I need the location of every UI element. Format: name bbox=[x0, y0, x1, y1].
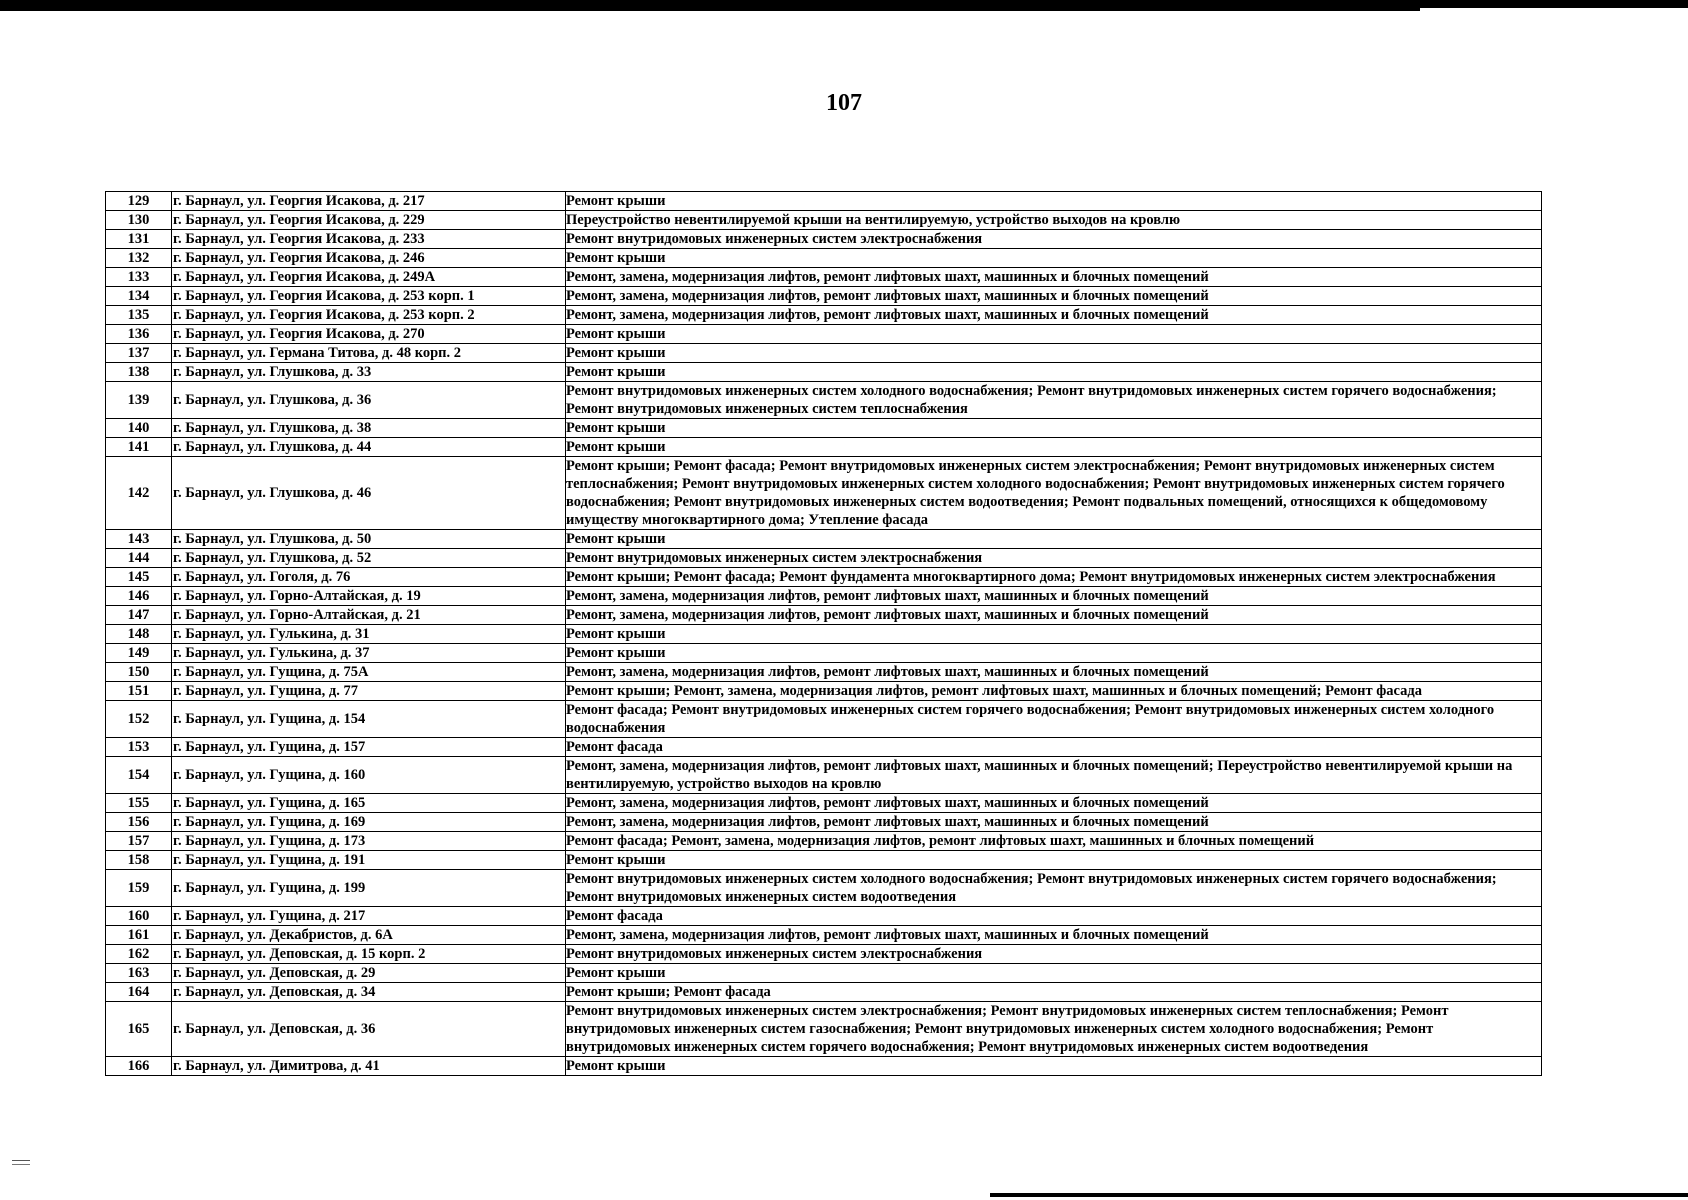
row-work-type: Переустройство невентилируемой крыши на вентилируемую, устройство выходов на кровлю bbox=[566, 211, 1542, 230]
row-work-type: Ремонт крыши bbox=[566, 530, 1542, 549]
table-row bbox=[106, 382, 1542, 419]
row-number: 134 bbox=[106, 287, 172, 306]
scan-border-top bbox=[0, 0, 1688, 8]
row-number: 136 bbox=[106, 325, 172, 344]
row-address: г. Барнаул, ул. Гущина, д. 217 bbox=[172, 907, 566, 926]
row-address: г. Барнаул, ул. Гущина, д. 169 bbox=[172, 813, 566, 832]
row-work-type: Ремонт крыши bbox=[566, 419, 1542, 438]
row-work-type: Ремонт, замена, модернизация лифтов, ремонт лифтовых шахт, машинных и блочных помещений bbox=[566, 287, 1542, 306]
row-number: 150 bbox=[106, 663, 172, 682]
row-number: 164 bbox=[106, 983, 172, 1002]
row-work-type: Ремонт крыши bbox=[566, 249, 1542, 268]
row-work-type: Ремонт крыши bbox=[566, 644, 1542, 663]
row-work-type: Ремонт внутридомовых инженерных систем электроснабжения bbox=[566, 945, 1542, 964]
table-row bbox=[106, 457, 1542, 530]
row-address: г. Барнаул, ул. Горно-Алтайская, д. 21 bbox=[172, 606, 566, 625]
row-work-type: Ремонт крыши bbox=[566, 1057, 1542, 1076]
page-number: 107 bbox=[826, 90, 862, 116]
row-work-type: Ремонт крыши bbox=[566, 964, 1542, 983]
scan-border-bottom bbox=[990, 1193, 1688, 1197]
table-row bbox=[106, 363, 1542, 382]
table-row bbox=[106, 870, 1542, 907]
table-row bbox=[106, 1002, 1542, 1057]
row-number: 139 bbox=[106, 382, 172, 419]
row-work-type: Ремонт фасада bbox=[566, 907, 1542, 926]
table-row bbox=[106, 682, 1542, 701]
table-row bbox=[106, 625, 1542, 644]
row-number: 153 bbox=[106, 738, 172, 757]
row-number: 137 bbox=[106, 344, 172, 363]
row-work-type: Ремонт, замена, модернизация лифтов, ремонт лифтовых шахт, машинных и блочных помещений bbox=[566, 268, 1542, 287]
row-number: 129 bbox=[106, 192, 172, 211]
table-row bbox=[106, 530, 1542, 549]
row-number: 149 bbox=[106, 644, 172, 663]
repair-registry-table bbox=[105, 191, 1542, 1076]
row-number: 162 bbox=[106, 945, 172, 964]
row-number: 133 bbox=[106, 268, 172, 287]
row-work-type: Ремонт крыши bbox=[566, 344, 1542, 363]
row-address: г. Барнаул, ул. Горно-Алтайская, д. 19 bbox=[172, 587, 566, 606]
row-work-type: Ремонт, замена, модернизация лифтов, ремонт лифтовых шахт, машинных и блочных помещений bbox=[566, 813, 1542, 832]
table-row bbox=[106, 587, 1542, 606]
table-row bbox=[106, 268, 1542, 287]
table-row bbox=[106, 644, 1542, 663]
row-address: г. Барнаул, ул. Гулькина, д. 31 bbox=[172, 625, 566, 644]
row-number: 130 bbox=[106, 211, 172, 230]
table-row bbox=[106, 964, 1542, 983]
table-row bbox=[106, 813, 1542, 832]
row-address: г. Барнаул, ул. Глушкова, д. 50 bbox=[172, 530, 566, 549]
row-work-type: Ремонт внутридомовых инженерных систем электроснабжения bbox=[566, 230, 1542, 249]
row-number: 157 bbox=[106, 832, 172, 851]
row-number: 138 bbox=[106, 363, 172, 382]
row-number: 145 bbox=[106, 568, 172, 587]
row-address: г. Барнаул, ул. Георгия Исакова, д. 233 bbox=[172, 230, 566, 249]
row-work-type: Ремонт крыши; Ремонт фасада; Ремонт внутридомовых инженерных систем электроснабжения; Ремонт внутридомовых инженерных систем теплоснабжения; Ремонт внутридомовых инженерных систем холодного водоснабжения; Ремонт внутридомовых инженерных систем горячего водоснабжения; Ремонт внутридомовых инженерных систем водоотведения; Ремонт подвальных помещений, относящихся к общедомовому имуществу многоквартирного дома; Утепление фасада bbox=[566, 457, 1542, 530]
row-address: г. Барнаул, ул. Глушкова, д. 44 bbox=[172, 438, 566, 457]
row-address: г. Барнаул, ул. Деповская, д. 34 bbox=[172, 983, 566, 1002]
row-work-type: Ремонт крыши bbox=[566, 625, 1542, 644]
row-number: 163 bbox=[106, 964, 172, 983]
row-address: г. Барнаул, ул. Георгия Исакова, д. 229 bbox=[172, 211, 566, 230]
table-row bbox=[106, 1057, 1542, 1076]
row-address: г. Барнаул, ул. Георгия Исакова, д. 253 корп. 2 bbox=[172, 306, 566, 325]
row-address: г. Барнаул, ул. Гущина, д. 173 bbox=[172, 832, 566, 851]
row-work-type: Ремонт, замена, модернизация лифтов, ремонт лифтовых шахт, машинных и блочных помещений bbox=[566, 587, 1542, 606]
row-number: 159 bbox=[106, 870, 172, 907]
row-address: г. Барнаул, ул. Георгия Исакова, д. 253 корп. 1 bbox=[172, 287, 566, 306]
row-number: 132 bbox=[106, 249, 172, 268]
row-number: 161 bbox=[106, 926, 172, 945]
row-number: 158 bbox=[106, 851, 172, 870]
table-row bbox=[106, 249, 1542, 268]
row-address: г. Барнаул, ул. Гущина, д. 199 bbox=[172, 870, 566, 907]
row-address: г. Барнаул, ул. Декабристов, д. 6А bbox=[172, 926, 566, 945]
row-work-type: Ремонт внутридомовых инженерных систем холодного водоснабжения; Ремонт внутридомовых инженерных систем горячего водоснабжения; Ремонт внутридомовых инженерных систем водоотведения bbox=[566, 870, 1542, 907]
table-row bbox=[106, 192, 1542, 211]
row-number: 140 bbox=[106, 419, 172, 438]
row-work-type: Ремонт фасада; Ремонт, замена, модернизация лифтов, ремонт лифтовых шахт, машинных и блочных помещений bbox=[566, 832, 1542, 851]
row-address: г. Барнаул, ул. Деповская, д. 36 bbox=[172, 1002, 566, 1057]
row-address: г. Барнаул, ул. Георгия Исакова, д. 249А bbox=[172, 268, 566, 287]
row-work-type: Ремонт, замена, модернизация лифтов, ремонт лифтовых шахт, машинных и блочных помещений bbox=[566, 926, 1542, 945]
scan-artifact bbox=[12, 1160, 30, 1165]
table-row bbox=[106, 851, 1542, 870]
table-row bbox=[106, 926, 1542, 945]
row-number: 165 bbox=[106, 1002, 172, 1057]
row-number: 143 bbox=[106, 530, 172, 549]
table-row bbox=[106, 325, 1542, 344]
registry-body bbox=[106, 192, 1542, 1076]
row-work-type: Ремонт крыши bbox=[566, 851, 1542, 870]
row-work-type: Ремонт крыши; Ремонт фасада bbox=[566, 983, 1542, 1002]
table-row bbox=[106, 907, 1542, 926]
table-row bbox=[106, 230, 1542, 249]
row-address: г. Барнаул, ул. Гущина, д. 77 bbox=[172, 682, 566, 701]
row-address: г. Барнаул, ул. Германа Титова, д. 48 корп. 2 bbox=[172, 344, 566, 363]
table-row bbox=[106, 832, 1542, 851]
row-number: 141 bbox=[106, 438, 172, 457]
row-address: г. Барнаул, ул. Глушкова, д. 46 bbox=[172, 457, 566, 530]
row-address: г. Барнаул, ул. Гущина, д. 191 bbox=[172, 851, 566, 870]
row-number: 155 bbox=[106, 794, 172, 813]
table-row bbox=[106, 945, 1542, 964]
row-address: г. Барнаул, ул. Глушкова, д. 36 bbox=[172, 382, 566, 419]
row-number: 156 bbox=[106, 813, 172, 832]
row-address: г. Барнаул, ул. Гущина, д. 165 bbox=[172, 794, 566, 813]
row-work-type: Ремонт крыши; Ремонт фасада; Ремонт фундамента многоквартирного дома; Ремонт внутридомовых инженерных систем электроснабжения bbox=[566, 568, 1542, 587]
row-address: г. Барнаул, ул. Гущина, д. 154 bbox=[172, 701, 566, 738]
row-work-type: Ремонт крыши bbox=[566, 363, 1542, 382]
row-work-type: Ремонт крыши bbox=[566, 438, 1542, 457]
row-address: г. Барнаул, ул. Гущина, д. 157 bbox=[172, 738, 566, 757]
row-work-type: Ремонт, замена, модернизация лифтов, ремонт лифтовых шахт, машинных и блочных помещений bbox=[566, 663, 1542, 682]
row-work-type: Ремонт, замена, модернизация лифтов, ремонт лифтовых шахт, машинных и блочных помещений; Переустройство невентилируемой крыши на вентилируемую, устройство выходов на кровлю bbox=[566, 757, 1542, 794]
row-address: г. Барнаул, ул. Гущина, д. 160 bbox=[172, 757, 566, 794]
row-work-type: Ремонт внутридомовых инженерных систем холодного водоснабжения; Ремонт внутридомовых инженерных систем горячего водоснабжения; Ремонт внутридомовых инженерных систем теплоснабжения bbox=[566, 382, 1542, 419]
row-number: 146 bbox=[106, 587, 172, 606]
row-number: 160 bbox=[106, 907, 172, 926]
row-address: г. Барнаул, ул. Глушкова, д. 33 bbox=[172, 363, 566, 382]
table-row bbox=[106, 306, 1542, 325]
row-work-type: Ремонт крыши bbox=[566, 192, 1542, 211]
row-work-type: Ремонт крыши; Ремонт, замена, модернизация лифтов, ремонт лифтовых шахт, машинных и блочных помещений; Ремонт фасада bbox=[566, 682, 1542, 701]
table-row bbox=[106, 701, 1542, 738]
table-row bbox=[106, 549, 1542, 568]
row-work-type: Ремонт, замена, модернизация лифтов, ремонт лифтовых шахт, машинных и блочных помещений bbox=[566, 606, 1542, 625]
row-address: г. Барнаул, ул. Георгия Исакова, д. 270 bbox=[172, 325, 566, 344]
row-address: г. Барнаул, ул. Гулькина, д. 37 bbox=[172, 644, 566, 663]
row-work-type: Ремонт крыши bbox=[566, 325, 1542, 344]
table-row bbox=[106, 663, 1542, 682]
scan-border-top-inner bbox=[0, 8, 1420, 11]
row-address: г. Барнаул, ул. Глушкова, д. 38 bbox=[172, 419, 566, 438]
row-address: г. Барнаул, ул. Деповская, д. 29 bbox=[172, 964, 566, 983]
row-number: 135 bbox=[106, 306, 172, 325]
row-address: г. Барнаул, ул. Димитрова, д. 41 bbox=[172, 1057, 566, 1076]
row-work-type: Ремонт фасада; Ремонт внутридомовых инженерных систем горячего водоснабжения; Ремонт внутридомовых инженерных систем холодного водоснабжения bbox=[566, 701, 1542, 738]
row-number: 152 bbox=[106, 701, 172, 738]
row-number: 166 bbox=[106, 1057, 172, 1076]
row-address: г. Барнаул, ул. Гоголя, д. 76 bbox=[172, 568, 566, 587]
row-address: г. Барнаул, ул. Глушкова, д. 52 bbox=[172, 549, 566, 568]
row-work-type: Ремонт внутридомовых инженерных систем электроснабжения; Ремонт внутридомовых инженерных систем теплоснабжения; Ремонт внутридомовых инженерных систем газоснабжения; Ремонт внутридомовых инженерных систем холодного водоснабжения; Ремонт внутридомовых инженерных систем горячего водоснабжения; Ремонт внутридомовых инженерных систем водоотведения bbox=[566, 1002, 1542, 1057]
table-row bbox=[106, 983, 1542, 1002]
row-number: 147 bbox=[106, 606, 172, 625]
row-number: 151 bbox=[106, 682, 172, 701]
table-row bbox=[106, 287, 1542, 306]
row-number: 131 bbox=[106, 230, 172, 249]
table-row bbox=[106, 757, 1542, 794]
row-address: г. Барнаул, ул. Гущина, д. 75А bbox=[172, 663, 566, 682]
row-work-type: Ремонт, замена, модернизация лифтов, ремонт лифтовых шахт, машинных и блочных помещений bbox=[566, 794, 1542, 813]
row-work-type: Ремонт фасада bbox=[566, 738, 1542, 757]
table-row bbox=[106, 738, 1542, 757]
table-row bbox=[106, 794, 1542, 813]
table-row bbox=[106, 606, 1542, 625]
row-number: 148 bbox=[106, 625, 172, 644]
row-number: 144 bbox=[106, 549, 172, 568]
table-row bbox=[106, 568, 1542, 587]
table-row bbox=[106, 211, 1542, 230]
row-number: 142 bbox=[106, 457, 172, 530]
table-row bbox=[106, 344, 1542, 363]
row-work-type: Ремонт внутридомовых инженерных систем электроснабжения bbox=[566, 549, 1542, 568]
row-address: г. Барнаул, ул. Георгия Исакова, д. 217 bbox=[172, 192, 566, 211]
row-address: г. Барнаул, ул. Георгия Исакова, д. 246 bbox=[172, 249, 566, 268]
row-number: 154 bbox=[106, 757, 172, 794]
table-row bbox=[106, 419, 1542, 438]
row-work-type: Ремонт, замена, модернизация лифтов, ремонт лифтовых шахт, машинных и блочных помещений bbox=[566, 306, 1542, 325]
table-row bbox=[106, 438, 1542, 457]
row-address: г. Барнаул, ул. Деповская, д. 15 корп. 2 bbox=[172, 945, 566, 964]
